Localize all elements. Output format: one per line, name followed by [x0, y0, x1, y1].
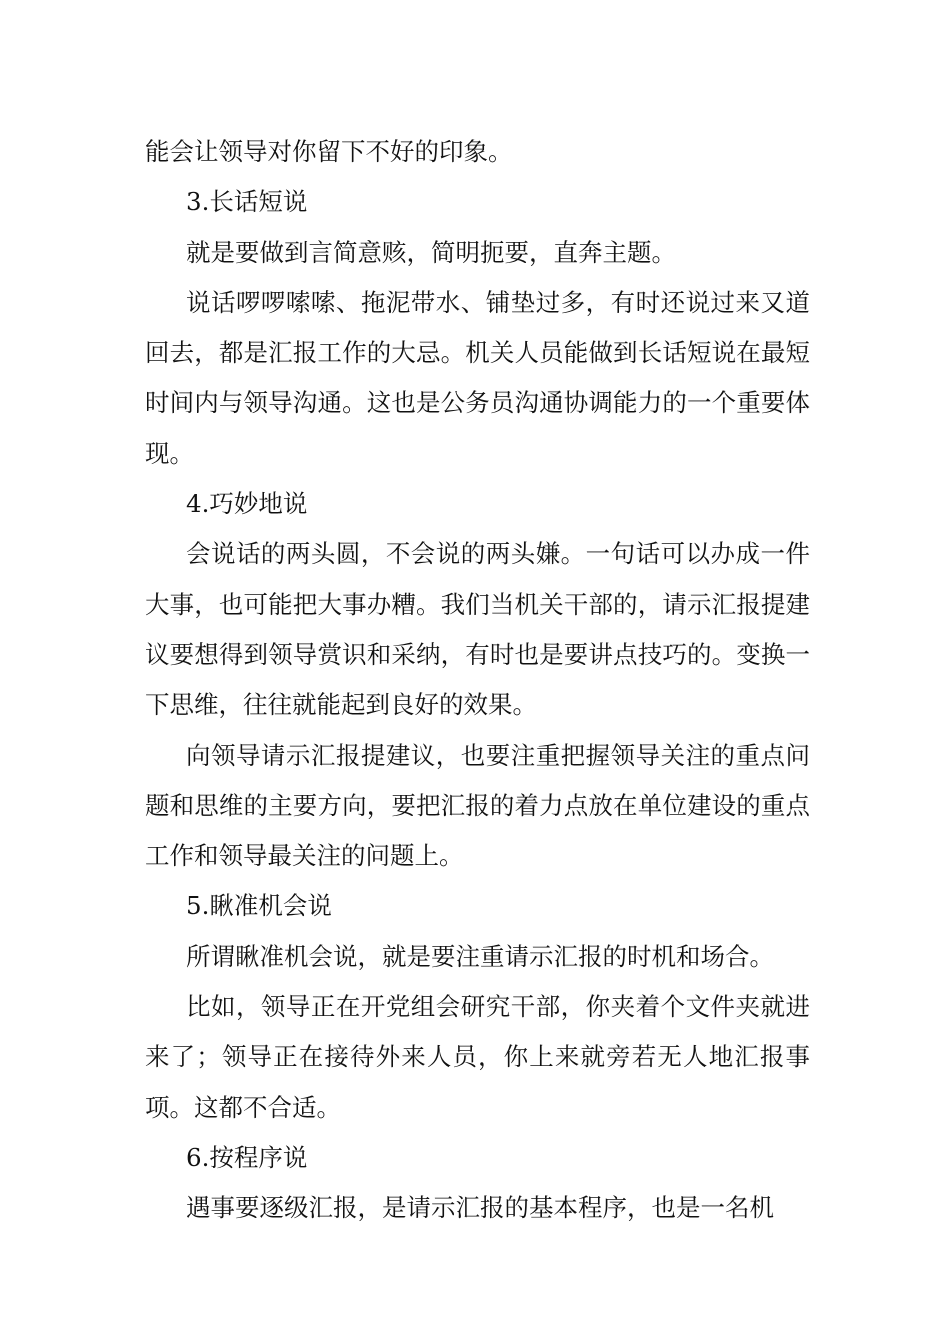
body-text: [145, 127, 810, 1234]
paragraph: 所谓瞅准机会说，就是要注重请示汇报的时机和场合。: [186, 941, 774, 971]
paragraph: 能会让领导对你留下不好的印象。: [145, 137, 513, 166]
section-heading: 5.瞅准机会说: [186, 891, 332, 921]
section-heading: 3.长话短说: [186, 187, 308, 217]
paragraph: 说话啰啰嗦嗦、拖泥带水、铺垫过多，有时还说过来又道回去，都是汇报工作的大忌。机关人员能做到长话短说在最短时间内与领导沟通。这也是公务员沟通协调能力的一个重要体现。: [145, 287, 810, 468]
section-heading: 6.按程序说: [186, 1142, 308, 1172]
paragraph: 比如，领导正在开党组会研究干部，你夹着个文件夹就进来了；领导正在接待外来人员，你上来就旁若无人地汇报事项。这都不合适。: [145, 992, 810, 1122]
paragraph: 会说话的两头圆，不会说的两头嫌。一句话可以办成一件大事，也可能把大事办糟。我们当机关干部的，请示汇报提建议要想得到领导赏识和采纳，有时也是要讲点技巧的。变换一下思维，往往就能起到良好的效果。: [145, 539, 810, 720]
paragraph: 就是要做到言简意赅，简明扼要，直奔主题。: [186, 237, 676, 267]
paragraph: 向领导请示汇报提建议，也要注重把握领导关注的重点问题和思维的主要方向，要把汇报的着力点放在单位建设的重点工作和领导最关注的问题上。: [145, 740, 810, 871]
paragraph: 遇事要逐级汇报，是请示汇报的基本程序，也是一名机: [186, 1193, 774, 1223]
section-heading: 4.巧妙地说: [186, 489, 308, 519]
